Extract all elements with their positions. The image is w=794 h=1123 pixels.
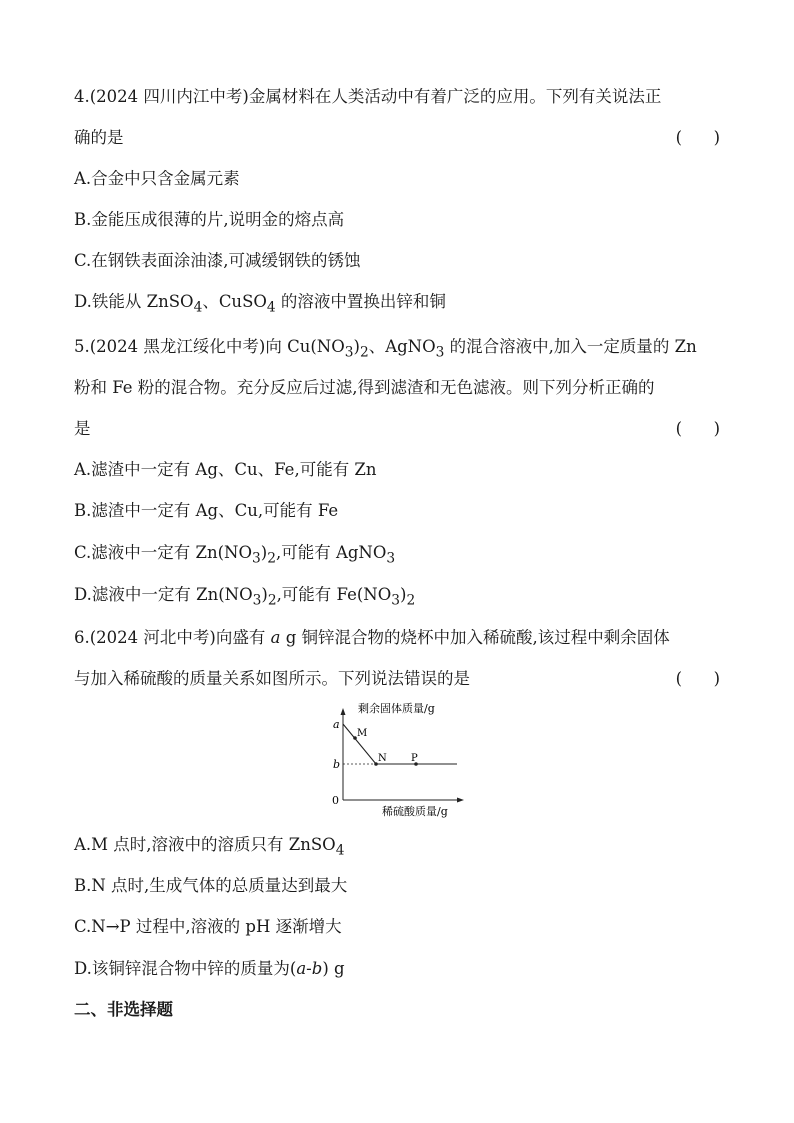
q4-option-c: C.在钢铁表面涂油漆,可减缓钢铁的锈蚀 [74, 251, 361, 270]
q5-answer-blank[interactable]: ( ) [675, 419, 720, 438]
x-axis-arrow [457, 798, 464, 803]
x-axis-label: 稀硫酸质量/g [382, 805, 448, 818]
tick-b: b [333, 758, 341, 771]
y-axis-label: 剩余固体质量/g [358, 702, 435, 715]
label-n: N [378, 753, 387, 764]
q4-option-b: B.金能压成很薄的片,说明金的熔点高 [74, 210, 345, 229]
y-axis-arrow [341, 708, 346, 715]
q5-stem-line2: 粉和 Fe 粉的混合物。充分反应后过滤,得到滤渣和无色滤液。则下列分析正确的 [74, 378, 655, 397]
tick-a: a [333, 718, 340, 731]
q6-option-a: A.M 点时,溶液中的溶质只有 ZnSO$_4$ [74, 835, 345, 859]
q6-answer-blank[interactable]: ( ) [675, 669, 720, 688]
q4-stem-line2: 确的是 [74, 128, 124, 147]
label-m: M [357, 728, 368, 739]
q4-option-d: D.铁能从 ZnSO$_4$、CuSO$_4$ 的溶液中置换出锌和铜 [74, 292, 446, 316]
q6-option-d: D.该铜锌混合物中锌的质量为(a-b) g [74, 959, 345, 978]
label-p: P [411, 753, 418, 764]
q6-stem-line1: 6.(2024 河北中考)向盛有 a g 铜锌混合物的烧杯中加入稀硫酸,该过程中剩余固体 [74, 628, 670, 647]
q4-answer-blank[interactable]: ( ) [675, 128, 720, 147]
mass-graph [322, 694, 472, 820]
origin-label: 0 [332, 794, 339, 807]
q6-option-c: C.N→P 过程中,溶液的 pH 逐渐增大 [74, 917, 342, 936]
q4-option-a: A.合金中只含金属元素 [74, 169, 240, 188]
q5-stem-line1: 5.(2024 黑龙江绥化中考)向 $Cu(NO_3)_2$、AgNO$_3$ 的混合溶液中,加入一定质量的 Zn [74, 337, 697, 361]
q6-option-b: B.N 点时,生成气体的总质量达到最大 [74, 876, 348, 895]
q4-stem-line1: 4.(2024 四川内江中考)金属材料在人类活动中有着广泛的应用。下列有关说法正 [74, 87, 662, 106]
q5-stem-line3: 是 [74, 419, 91, 438]
q6-stem-line2: 与加入稀硫酸的质量关系如图所示。下列说法错误的是 [74, 669, 470, 688]
q5-option-c: C.滤液中一定有 $Zn(NO_3)_2$,可能有 AgNO$_3$ [74, 543, 396, 567]
q5-option-d: D.滤液中一定有 $Zn(NO_3)_2$,可能有 $Fe(NO_3)_2$ [74, 585, 416, 609]
q5-option-b: B.滤渣中一定有 Ag、Cu,可能有 Fe [74, 501, 339, 520]
section-heading: 二、非选择题 [74, 1000, 173, 1019]
q5-option-a: A.滤渣中一定有 Ag、Cu、Fe,可能有 Zn [74, 460, 377, 479]
